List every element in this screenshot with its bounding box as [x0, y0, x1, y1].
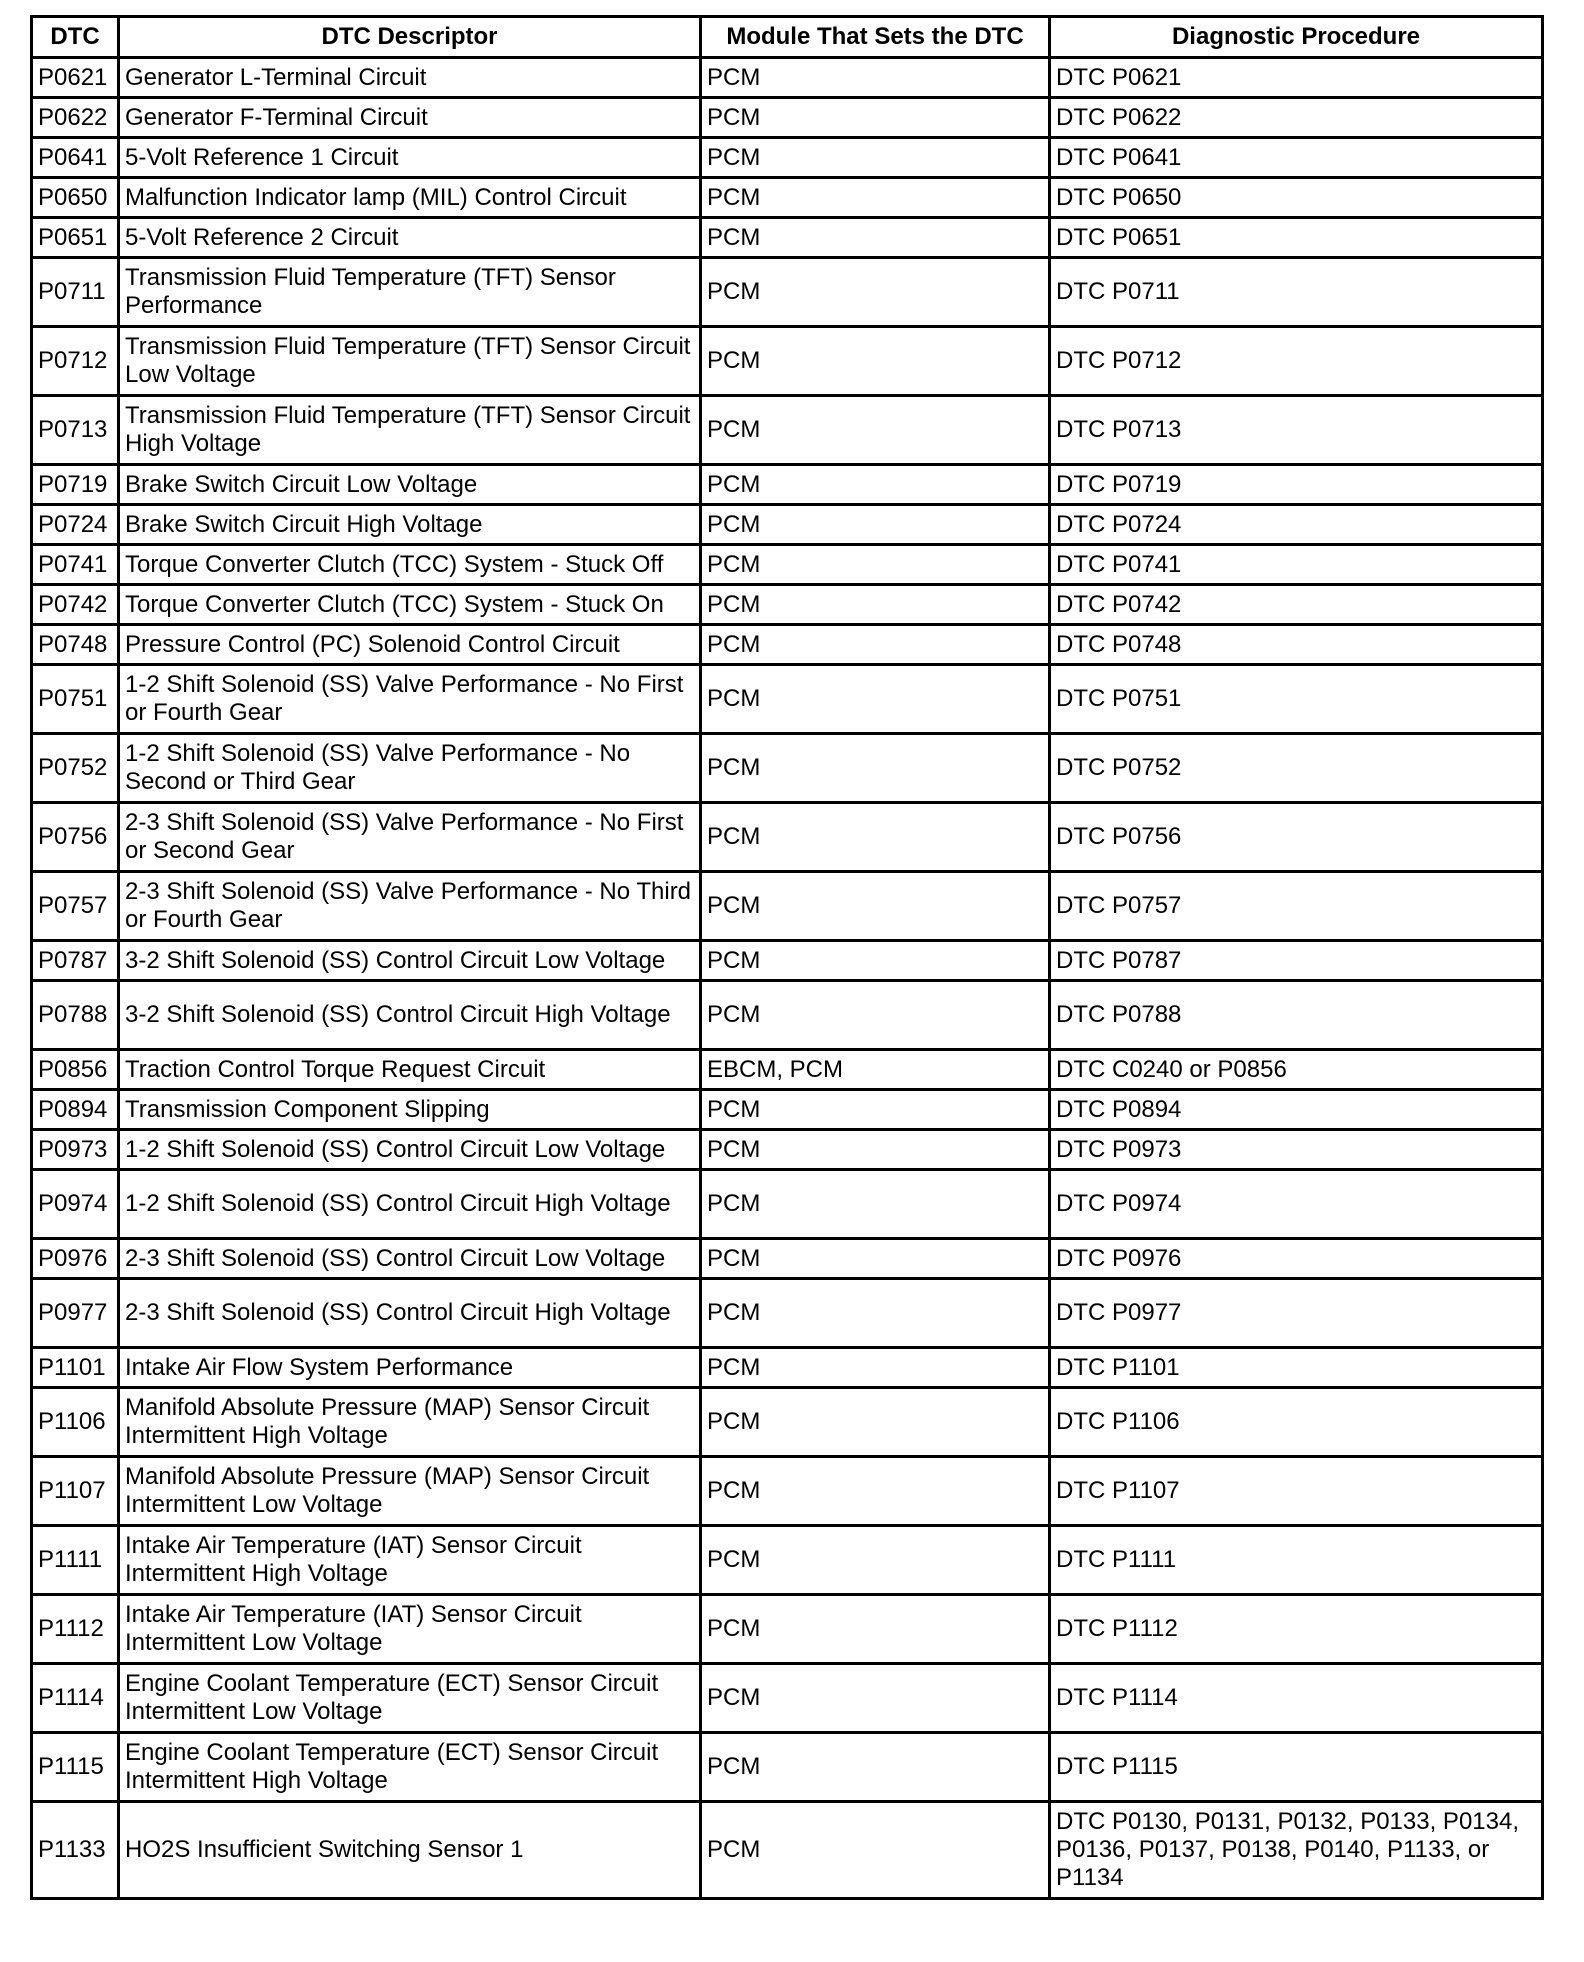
dtc-cell: P0894 [32, 1090, 119, 1130]
procedure-cell: DTC P0748 [1050, 625, 1543, 665]
procedure-cell: DTC P1111 [1050, 1526, 1543, 1595]
procedure-cell: DTC P1107 [1050, 1457, 1543, 1526]
descriptor-cell: Torque Converter Clutch (TCC) System - Stuck On [119, 585, 701, 625]
dtc-cell: P0751 [32, 665, 119, 734]
procedure-cell: DTC P0752 [1050, 734, 1543, 803]
module-cell: PCM [701, 1664, 1050, 1733]
dtc-cell: P1115 [32, 1733, 119, 1802]
module-cell: PCM [701, 1348, 1050, 1388]
descriptor-cell: Brake Switch Circuit Low Voltage [119, 465, 701, 505]
table-row [32, 803, 1543, 872]
dtc-cell: P0724 [32, 505, 119, 545]
module-cell: EBCM, PCM [701, 1050, 1050, 1090]
procedure-cell: DTC P0651 [1050, 218, 1543, 258]
table-row [32, 981, 1543, 1050]
descriptor-cell: Transmission Fluid Temperature (TFT) Sensor Performance [119, 258, 701, 327]
procedure-cell: DTC P0787 [1050, 941, 1543, 981]
module-cell: PCM [701, 178, 1050, 218]
dtc-cell: P0787 [32, 941, 119, 981]
table-row [32, 872, 1543, 941]
module-cell: PCM [701, 1526, 1050, 1595]
dtc-cell: P0756 [32, 803, 119, 872]
module-cell: PCM [701, 1595, 1050, 1664]
procedure-cell: DTC P0713 [1050, 396, 1543, 465]
procedure-cell: DTC P0719 [1050, 465, 1543, 505]
procedure-cell: DTC P1106 [1050, 1388, 1543, 1457]
table-row [32, 1526, 1543, 1595]
module-cell: PCM [701, 505, 1050, 545]
descriptor-cell: Engine Coolant Temperature (ECT) Sensor Circuit Intermittent High Voltage [119, 1733, 701, 1802]
table-row [32, 1388, 1543, 1457]
dtc-cell: P0622 [32, 98, 119, 138]
procedure-cell: DTC P0711 [1050, 258, 1543, 327]
dtc-cell: P0711 [32, 258, 119, 327]
dtc-cell: P0719 [32, 465, 119, 505]
dtc-cell: P0641 [32, 138, 119, 178]
table-row [32, 1457, 1543, 1526]
descriptor-cell: Generator F-Terminal Circuit [119, 98, 701, 138]
module-cell: PCM [701, 1279, 1050, 1348]
table-row [32, 545, 1543, 585]
table-row [32, 1664, 1543, 1733]
table-row [32, 218, 1543, 258]
dtc-cell: P1114 [32, 1664, 119, 1733]
module-cell: PCM [701, 396, 1050, 465]
module-cell: PCM [701, 803, 1050, 872]
header-row [32, 17, 1543, 58]
descriptor-cell: Transmission Component Slipping [119, 1090, 701, 1130]
dtc-cell: P0752 [32, 734, 119, 803]
procedure-cell: DTC P0724 [1050, 505, 1543, 545]
descriptor-cell: Transmission Fluid Temperature (TFT) Sensor Circuit High Voltage [119, 396, 701, 465]
module-cell: PCM [701, 1388, 1050, 1457]
module-cell: PCM [701, 1090, 1050, 1130]
module-cell: PCM [701, 1733, 1050, 1802]
table-row [32, 1090, 1543, 1130]
dtc-table [30, 15, 1544, 1900]
descriptor-cell: Torque Converter Clutch (TCC) System - Stuck Off [119, 545, 701, 585]
procedure-cell: DTC P0974 [1050, 1170, 1543, 1239]
descriptor-cell: Traction Control Torque Request Circuit [119, 1050, 701, 1090]
procedure-cell: DTC P1101 [1050, 1348, 1543, 1388]
descriptor-cell: 1-2 Shift Solenoid (SS) Valve Performance - No Second or Third Gear [119, 734, 701, 803]
module-cell: PCM [701, 327, 1050, 396]
table-row [32, 327, 1543, 396]
procedure-cell: DTC P0712 [1050, 327, 1543, 396]
dtc-cell: P0650 [32, 178, 119, 218]
dtc-cell: P0621 [32, 58, 119, 98]
procedure-cell: DTC P0977 [1050, 1279, 1543, 1348]
descriptor-cell: Intake Air Temperature (IAT) Sensor Circuit Intermittent Low Voltage [119, 1595, 701, 1664]
module-cell: PCM [701, 1457, 1050, 1526]
table-header [32, 17, 1543, 58]
dtc-cell: P0712 [32, 327, 119, 396]
descriptor-cell: 3-2 Shift Solenoid (SS) Control Circuit Low Voltage [119, 941, 701, 981]
table-row [32, 396, 1543, 465]
dtc-cell: P0741 [32, 545, 119, 585]
descriptor-cell: Intake Air Temperature (IAT) Sensor Circuit Intermittent High Voltage [119, 1526, 701, 1595]
procedure-cell: DTC P1112 [1050, 1595, 1543, 1664]
table-row [32, 941, 1543, 981]
module-cell: PCM [701, 1170, 1050, 1239]
module-cell: PCM [701, 218, 1050, 258]
procedure-cell: DTC P0976 [1050, 1239, 1543, 1279]
table-row [32, 465, 1543, 505]
table-row [32, 585, 1543, 625]
table-row [32, 98, 1543, 138]
table-row [32, 734, 1543, 803]
descriptor-cell: 1-2 Shift Solenoid (SS) Control Circuit High Voltage [119, 1170, 701, 1239]
table-body [32, 58, 1543, 1899]
dtc-cell: P0976 [32, 1239, 119, 1279]
table-row [32, 665, 1543, 734]
descriptor-cell: HO2S Insufficient Switching Sensor 1 [119, 1802, 701, 1899]
descriptor-cell: 1-2 Shift Solenoid (SS) Control Circuit Low Voltage [119, 1130, 701, 1170]
descriptor-cell: 3-2 Shift Solenoid (SS) Control Circuit High Voltage [119, 981, 701, 1050]
table-row [32, 1050, 1543, 1090]
module-cell: PCM [701, 1239, 1050, 1279]
module-cell: PCM [701, 58, 1050, 98]
descriptor-cell: Manifold Absolute Pressure (MAP) Sensor Circuit Intermittent Low Voltage [119, 1457, 701, 1526]
table-row [32, 505, 1543, 545]
descriptor-cell: 1-2 Shift Solenoid (SS) Valve Performance - No First or Fourth Gear [119, 665, 701, 734]
module-cell: PCM [701, 981, 1050, 1050]
module-cell: PCM [701, 585, 1050, 625]
dtc-cell: P0651 [32, 218, 119, 258]
header-procedure: Diagnostic Procedure [1050, 17, 1543, 58]
table-row [32, 58, 1543, 98]
procedure-cell: DTC P0130, P0131, P0132, P0133, P0134, P0136, P0137, P0138, P0140, P1133, or P1134 [1050, 1802, 1543, 1899]
procedure-cell: DTC P0751 [1050, 665, 1543, 734]
dtc-cell: P1112 [32, 1595, 119, 1664]
descriptor-cell: Manifold Absolute Pressure (MAP) Sensor Circuit Intermittent High Voltage [119, 1388, 701, 1457]
dtc-cell: P0742 [32, 585, 119, 625]
procedure-cell: DTC P0641 [1050, 138, 1543, 178]
descriptor-cell: 2-3 Shift Solenoid (SS) Control Circuit High Voltage [119, 1279, 701, 1348]
descriptor-cell: Transmission Fluid Temperature (TFT) Sensor Circuit Low Voltage [119, 327, 701, 396]
dtc-cell: P1111 [32, 1526, 119, 1595]
procedure-cell: DTC P0650 [1050, 178, 1543, 218]
table-row [32, 1595, 1543, 1664]
descriptor-cell: Intake Air Flow System Performance [119, 1348, 701, 1388]
dtc-cell: P0757 [32, 872, 119, 941]
descriptor-cell: 2-3 Shift Solenoid (SS) Valve Performance - No Third or Fourth Gear [119, 872, 701, 941]
procedure-cell: DTC P0741 [1050, 545, 1543, 585]
table-row [32, 1130, 1543, 1170]
module-cell: PCM [701, 258, 1050, 327]
procedure-cell: DTC P0622 [1050, 98, 1543, 138]
dtc-cell: P1101 [32, 1348, 119, 1388]
descriptor-cell: Malfunction Indicator lamp (MIL) Control Circuit [119, 178, 701, 218]
table-row [32, 138, 1543, 178]
procedure-cell: DTC P0742 [1050, 585, 1543, 625]
procedure-cell: DTC C0240 or P0856 [1050, 1050, 1543, 1090]
module-cell: PCM [701, 734, 1050, 803]
header-descriptor: DTC Descriptor [119, 17, 701, 58]
descriptor-cell: Brake Switch Circuit High Voltage [119, 505, 701, 545]
procedure-cell: DTC P0894 [1050, 1090, 1543, 1130]
dtc-cell: P0977 [32, 1279, 119, 1348]
procedure-cell: DTC P1114 [1050, 1664, 1543, 1733]
procedure-cell: DTC P1115 [1050, 1733, 1543, 1802]
descriptor-cell: Engine Coolant Temperature (ECT) Sensor Circuit Intermittent Low Voltage [119, 1664, 701, 1733]
dtc-cell: P0748 [32, 625, 119, 665]
procedure-cell: DTC P0973 [1050, 1130, 1543, 1170]
descriptor-cell: 5-Volt Reference 1 Circuit [119, 138, 701, 178]
dtc-cell: P0788 [32, 981, 119, 1050]
descriptor-cell: 2-3 Shift Solenoid (SS) Valve Performance - No First or Second Gear [119, 803, 701, 872]
header-module: Module That Sets the DTC [701, 17, 1050, 58]
descriptor-cell: Generator L-Terminal Circuit [119, 58, 701, 98]
table-row [32, 1170, 1543, 1239]
module-cell: PCM [701, 625, 1050, 665]
table-row [32, 1733, 1543, 1802]
module-cell: PCM [701, 941, 1050, 981]
dtc-cell: P0974 [32, 1170, 119, 1239]
dtc-cell: P1106 [32, 1388, 119, 1457]
procedure-cell: DTC P0756 [1050, 803, 1543, 872]
table-row [32, 1348, 1543, 1388]
dtc-cell: P0713 [32, 396, 119, 465]
module-cell: PCM [701, 1802, 1050, 1899]
table-row [32, 258, 1543, 327]
table-row [32, 1239, 1543, 1279]
descriptor-cell: Pressure Control (PC) Solenoid Control Circuit [119, 625, 701, 665]
dtc-cell: P1107 [32, 1457, 119, 1526]
dtc-cell: P0856 [32, 1050, 119, 1090]
table-row [32, 178, 1543, 218]
module-cell: PCM [701, 138, 1050, 178]
module-cell: PCM [701, 545, 1050, 585]
header-dtc: DTC [32, 17, 119, 58]
table-row [32, 1802, 1543, 1899]
procedure-cell: DTC P0757 [1050, 872, 1543, 941]
descriptor-cell: 5-Volt Reference 2 Circuit [119, 218, 701, 258]
descriptor-cell: 2-3 Shift Solenoid (SS) Control Circuit Low Voltage [119, 1239, 701, 1279]
module-cell: PCM [701, 98, 1050, 138]
table-row [32, 1279, 1543, 1348]
module-cell: PCM [701, 465, 1050, 505]
dtc-cell: P0973 [32, 1130, 119, 1170]
dtc-cell: P1133 [32, 1802, 119, 1899]
module-cell: PCM [701, 872, 1050, 941]
table-row [32, 625, 1543, 665]
module-cell: PCM [701, 1130, 1050, 1170]
procedure-cell: DTC P0788 [1050, 981, 1543, 1050]
procedure-cell: DTC P0621 [1050, 58, 1543, 98]
module-cell: PCM [701, 665, 1050, 734]
